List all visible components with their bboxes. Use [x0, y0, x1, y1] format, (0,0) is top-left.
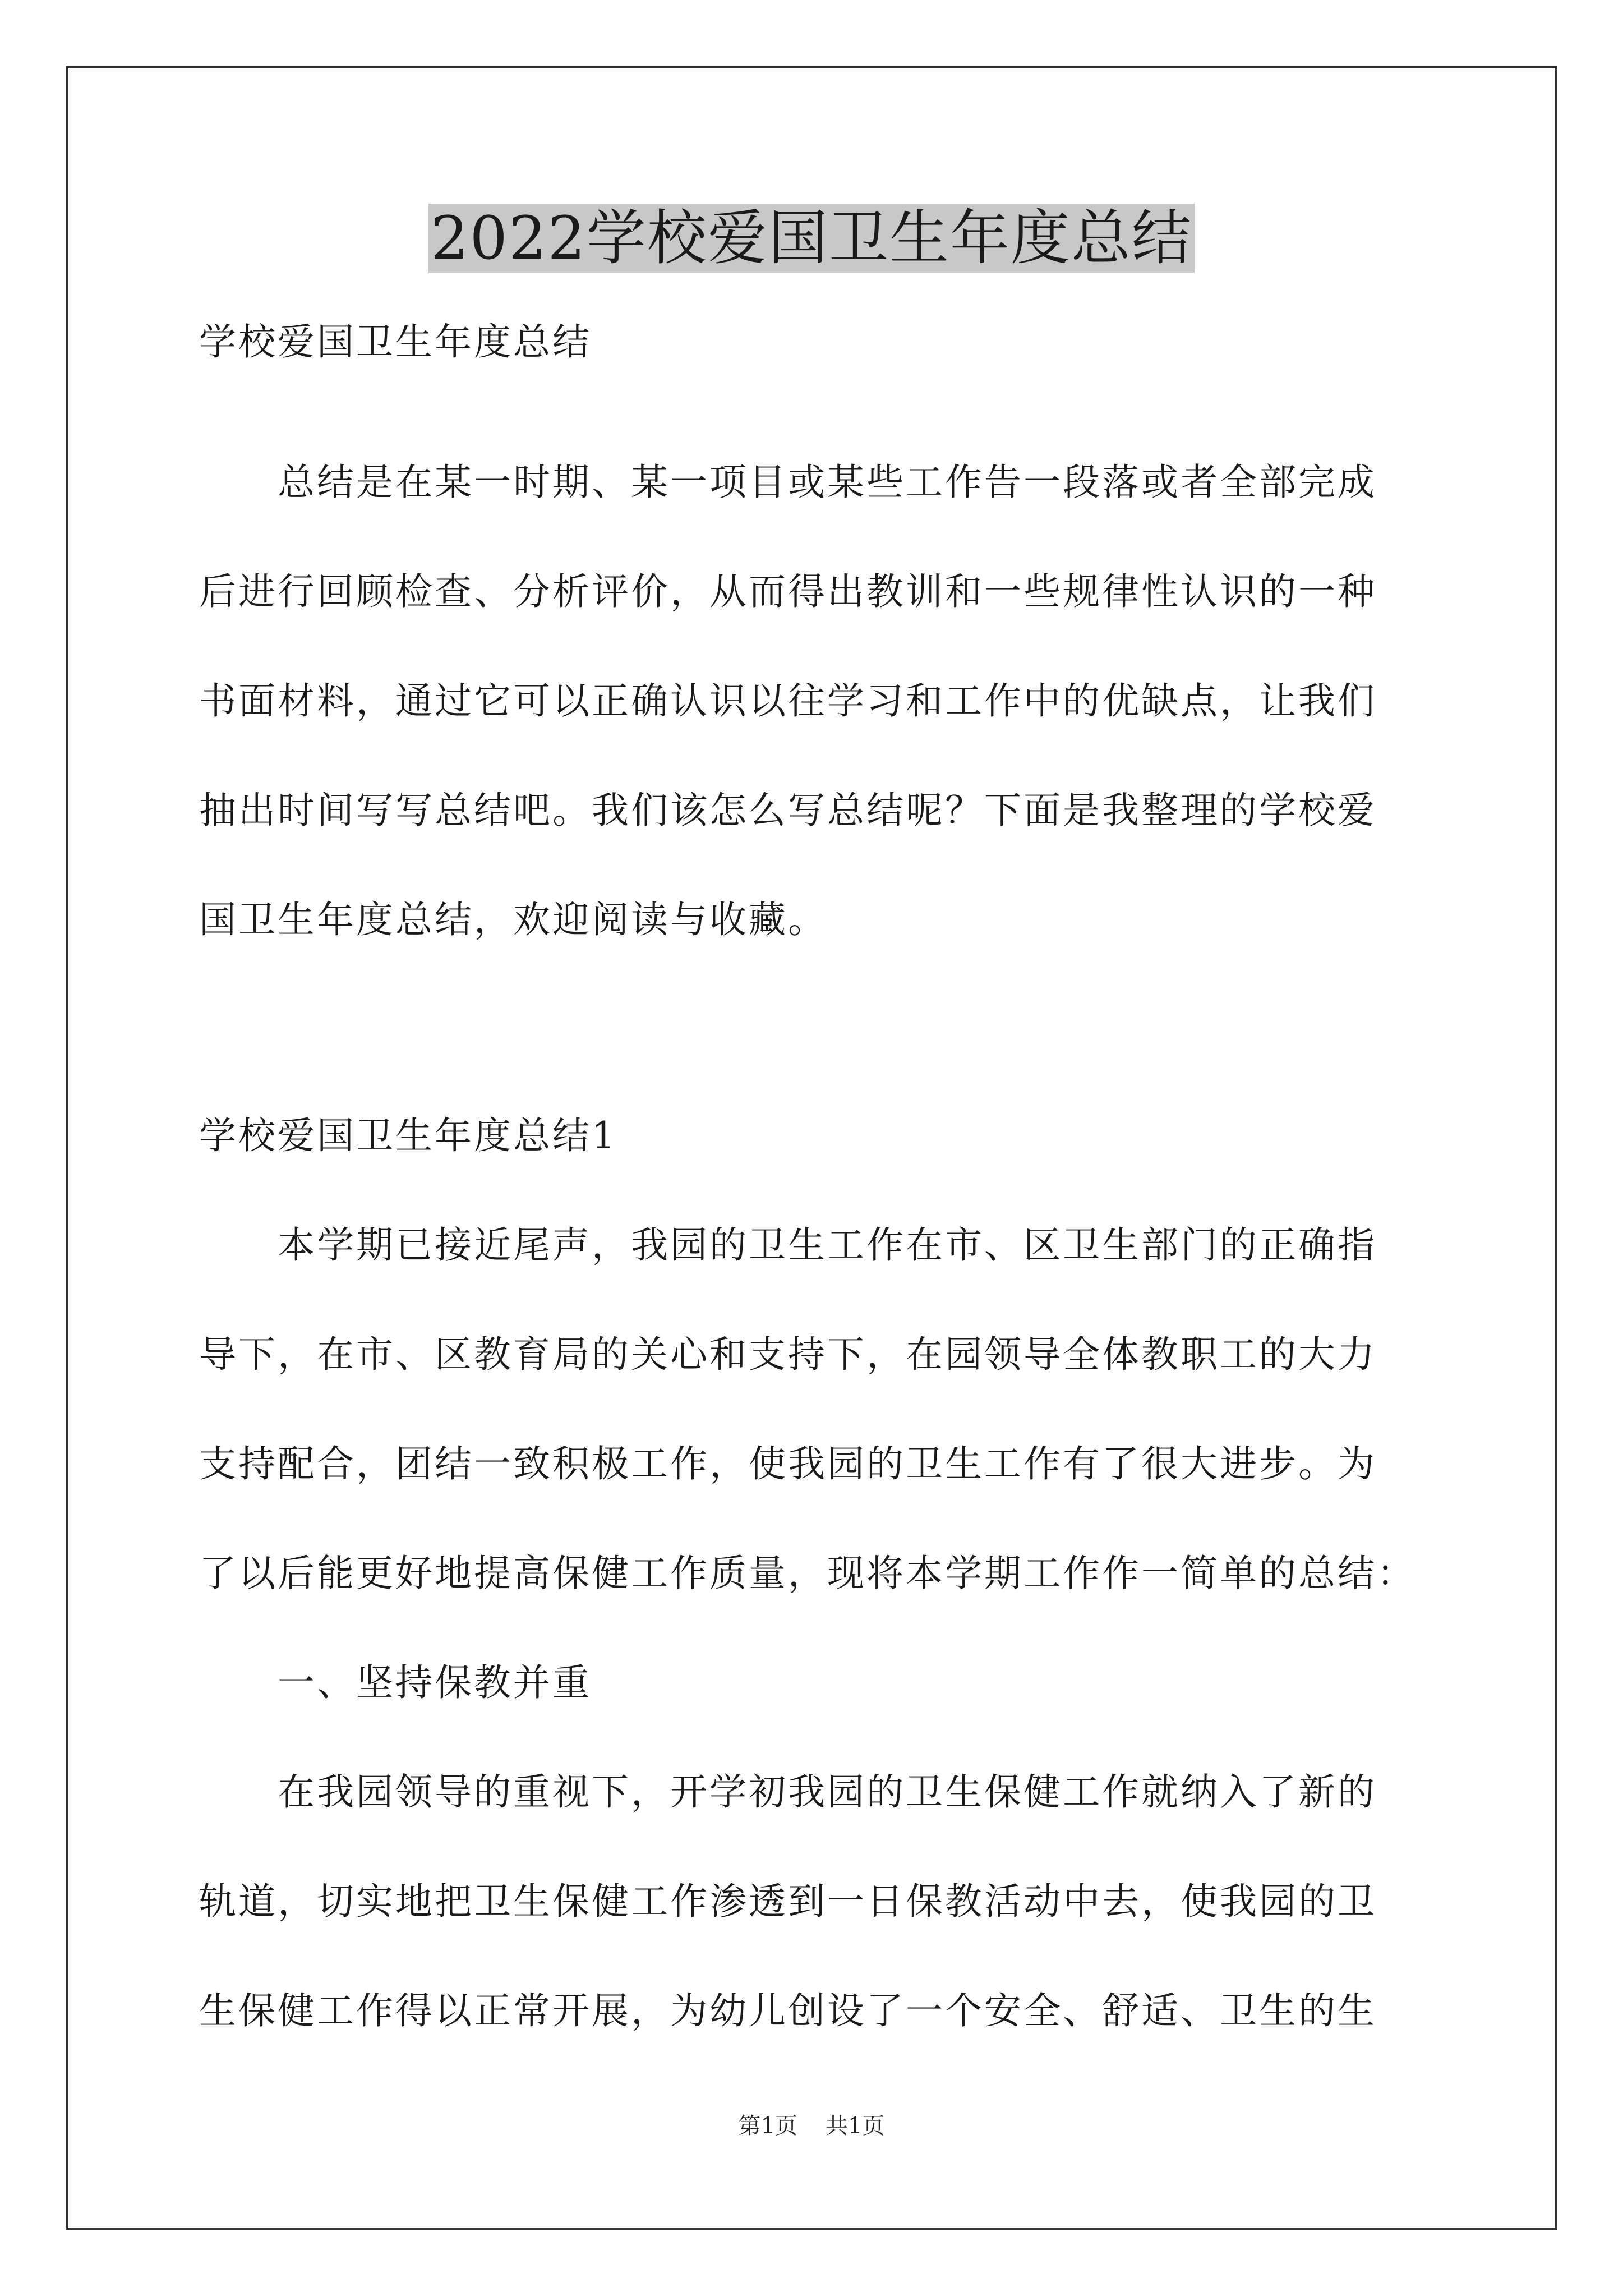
paragraph-line: 书面材料，通过它可以正确认识以往学习和工作中的优缺点，让我们 — [199, 679, 1377, 723]
paragraph-line: 总结是在某一时期、某一项目或某些工作告一段落或者全部完成 — [199, 461, 1377, 504]
paragraph-line: 了以后能更好地提高保健工作质量，现将本学期工作作一简单的总结： — [199, 1552, 1416, 1595]
page-number-total: 共1页 — [826, 2113, 885, 2139]
paragraph-line: 生保健工作得以正常开展，为幼儿创设了一个安全、舒适、卫生的生 — [199, 1989, 1377, 2032]
paragraph-line: 导下，在市、区教育局的关心和支持下，在园领导全体教职工的大力 — [199, 1333, 1377, 1376]
paragraph-line: 支持配合，团结一致积极工作，使我园的卫生工作有了很大进步。为 — [199, 1442, 1377, 1485]
title-highlight: 2022学校爱国卫生年度总结 — [428, 204, 1195, 273]
page-footer — [0, 2112, 1623, 2140]
section-heading: 学校爱国卫生年度总结1 — [199, 1114, 617, 1157]
subsection-heading: 一、坚持保教并重 — [199, 1661, 592, 1704]
paragraph-line: 抽出时间写写总结吧。我们该怎么写总结呢？下面是我整理的学校爱 — [199, 789, 1377, 832]
paragraph-line: 本学期已接近尾声，我园的卫生工作在市、区卫生部门的正确指 — [199, 1223, 1377, 1267]
document-title — [0, 199, 1623, 278]
paragraph-line: 在我园领导的重视下，开学初我园的卫生保健工作就纳入了新的 — [199, 1770, 1377, 1814]
page-number-current: 第1页 — [738, 2113, 797, 2139]
paragraph-line: 轨道，切实地把卫生保健工作渗透到一日保教活动中去，使我园的卫 — [199, 1880, 1377, 1923]
subtitle-line: 学校爱国卫生年度总结 — [199, 320, 592, 364]
paragraph-line: 后进行回顾检查、分析评价，从而得出教训和一些规律性认识的一种 — [199, 570, 1377, 613]
paragraph-line: 国卫生年度总结，欢迎阅读与收藏。 — [199, 898, 827, 941]
